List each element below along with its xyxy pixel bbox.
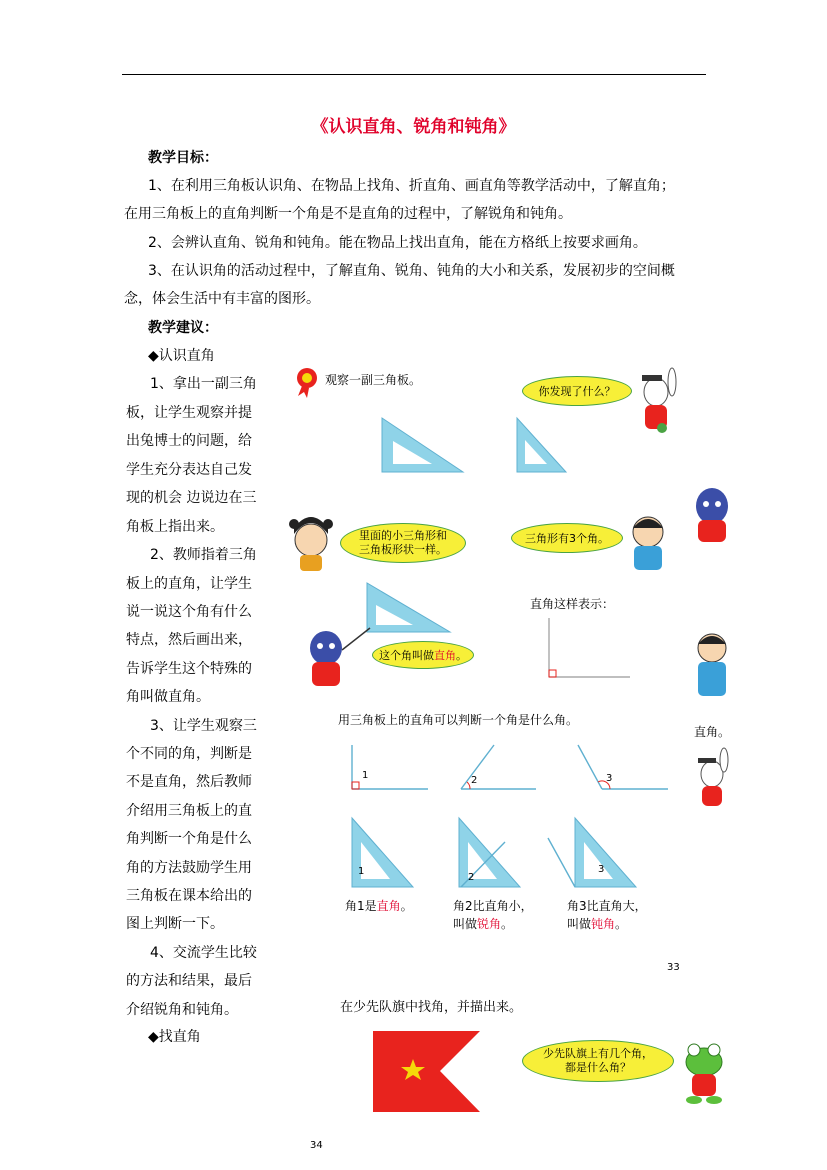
boy-student-icon: [633, 517, 663, 570]
cut-off-text: 直角。: [694, 725, 731, 739]
caption-angle-2: 角2比直角小， 叫做锐角。: [453, 899, 533, 931]
objective-1-line-2: 在用三角板上的直角判断一个角是不是直角的过程中，了解锐角和钝角。: [124, 206, 572, 222]
suggestion-line: 告诉学生这个特殊的: [126, 661, 252, 677]
cat-mascot-icon: [696, 488, 728, 542]
objective-3-line-2: 念，体会生活中有丰富的图形。: [124, 291, 320, 307]
suggestion-line: 三角板在课本给出的: [126, 888, 252, 904]
caption-angle-1: 角1是直角。: [345, 899, 413, 913]
girl-speech-bubble: [340, 523, 466, 563]
suggestion-line: 3、让学生观察三: [150, 718, 257, 734]
suggestion-line: 现的机会 边说边在三: [126, 490, 257, 506]
set-square-large: [382, 418, 463, 472]
girl-student-icon: [289, 517, 333, 571]
suggestion-line: 图上判断一下。: [126, 916, 224, 932]
header-rule: [122, 74, 706, 75]
cat-speech-bubble: [372, 641, 474, 669]
suggestion-line: 介绍用三角板上的直: [126, 803, 252, 819]
rabbit-doctor-icon-2: [698, 748, 728, 806]
cat-statement: 这个角叫做直角。: [379, 649, 467, 662]
rabbit-question: 你发现了什么？: [538, 385, 616, 398]
suggestion-line: 角叫做直角。: [126, 689, 210, 705]
compare-3-label: 3: [598, 864, 605, 875]
textbook-illustration: [280, 355, 750, 1145]
section-find-right-angle: ◆找直角: [148, 1029, 201, 1045]
rabbit-doctor-icon: [642, 368, 676, 433]
suggestion-line: 学生充分表达自己发: [126, 462, 252, 478]
caption-angle-3: 角3比直角大， 叫做钝角。: [567, 899, 647, 931]
suggestion-line: 出兔博士的问题，给: [126, 433, 252, 449]
suggestion-line: 的方法和结果，最后: [126, 973, 252, 989]
compare-angle-3: [548, 818, 636, 887]
angle-1-figure: [352, 745, 428, 789]
suggestion-line: 板，让学生观察并提: [126, 405, 252, 421]
page-title: 《认识直角、锐角和钝角》: [311, 117, 516, 137]
set-square-middle: [367, 583, 450, 632]
compare-1-label: 1: [358, 866, 365, 877]
flag-task-instruction: 在少先队旗中找角，并描出来。: [340, 1000, 523, 1015]
set-square-small: [517, 418, 566, 472]
cat-pointer-icon: [310, 628, 370, 686]
frog-mascot-icon: [686, 1044, 722, 1104]
girl-line-2: 三角板形状一样。: [359, 543, 447, 556]
angle-3-label: 3: [606, 773, 613, 784]
section-recognize-right-angle: ◆认识直角: [148, 348, 215, 364]
angle-1-label: 1: [362, 770, 369, 781]
compare-2-label: 2: [468, 872, 475, 883]
frog-line-2: 都是什么角？: [565, 1061, 631, 1074]
suggestion-line: 个不同的角，判断是: [126, 746, 252, 762]
observe-instruction: 观察一副三角板。: [325, 373, 422, 387]
suggestion-line: 4、交流学生比较: [150, 945, 257, 961]
suggestion-line: 1、拿出一副三角: [150, 376, 257, 392]
suggestion-line: 不是直角，然后教师: [126, 774, 252, 790]
flower-badge-icon: [297, 368, 317, 398]
suggestion-line: 说一说这个角有什么: [126, 604, 252, 620]
frog-speech-bubble: [522, 1040, 674, 1082]
suggestion-line: 介绍锐角和钝角。: [126, 1002, 238, 1018]
suggestion-line: 特点，然后画出来，: [126, 632, 252, 648]
suggestion-line: 角的方法鼓励学生用: [126, 860, 252, 876]
boy-speech-bubble: [511, 523, 623, 553]
angle-2-label: 2: [471, 775, 478, 786]
page-number-33: 33: [667, 962, 680, 973]
boy-statement: 三角形有3个角。: [525, 532, 609, 545]
girl-line-1: 里面的小三角形和: [359, 529, 447, 542]
objective-3-line-1: 3、在认识角的活动过程中，了解直角、锐角、钝角的大小和关系，发展初步的空间概: [148, 263, 675, 279]
objectives-heading: 教学目标：: [148, 150, 218, 166]
angle-3-figure: [578, 745, 668, 789]
suggestions-heading: 教学建议：: [148, 320, 218, 336]
rabbit-speech-bubble: [522, 376, 632, 406]
suggestion-line: 板上的直角，让学生: [126, 576, 252, 592]
objective-1-line-1: 1、在利用三角板认识角、在物品上找角、折直角、画直角等教学活动中，了解直角；: [148, 178, 675, 194]
right-angle-notation-label: 直角这样表示：: [530, 597, 615, 611]
suggestion-line: 角板上指出来。: [126, 519, 224, 535]
boy-side-icon: [698, 634, 726, 696]
frog-line-1: 少先队旗上有几个角，: [543, 1047, 653, 1060]
judge-angle-instruction: 用三角板上的直角可以判断一个角是什么角。: [338, 713, 579, 727]
objective-2: 2、会辨认直角、锐角和钝角。能在物品上找出直角，能在方格纸上按要求画角。: [148, 235, 647, 251]
suggestion-line: 角判断一个角是什么: [126, 831, 252, 847]
suggestion-line: 2、教师指着三角: [150, 547, 257, 563]
page-number-34: 34: [310, 1140, 323, 1151]
pioneer-flag-icon: [373, 1031, 480, 1112]
right-angle-diagram: [549, 618, 630, 677]
